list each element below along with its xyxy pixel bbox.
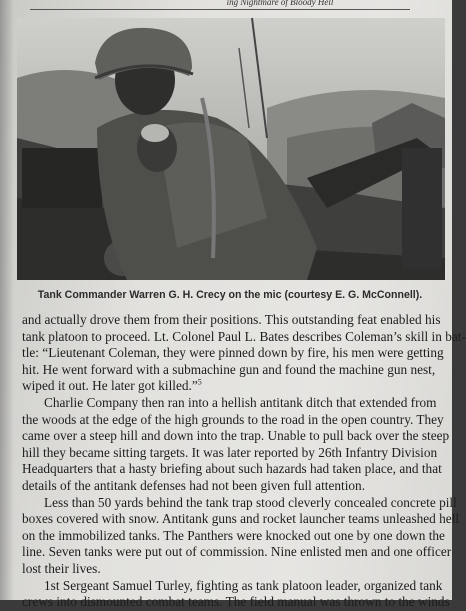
text-line-content: on the immobilized tanks. The Panthers were knocked out one by one down the <box>22 527 445 543</box>
text-line-content: Charlie Company then ran into a hellish antitank ditch that extended from <box>44 394 437 410</box>
header-rule <box>30 9 410 10</box>
running-head: ing Nightmare of Bloody Hell <box>226 0 334 7</box>
photo-illustration <box>17 18 445 280</box>
footnote-marker: 5 <box>197 377 202 387</box>
text-line <box>22 494 457 512</box>
text-line-content: line. Seven tanks were put out of commission. Nine enlisted men and one officer <box>22 544 452 560</box>
text-line <box>22 461 448 478</box>
photograph <box>17 18 445 280</box>
text-line-content: tle: “Lieutenant Coleman, they were pinned down by fire, his men were getting <box>22 345 444 361</box>
text-line-content: details of the antitank defenses had not been given full attention. <box>22 477 366 493</box>
text-line <box>22 544 452 561</box>
text-line <box>22 362 448 379</box>
text-line-content: tank platoon to proceed. Lt. Colonel Paul L. Bates describes Coleman’s skill in bat- <box>22 328 466 344</box>
text-line <box>22 312 448 329</box>
text-line <box>22 395 448 412</box>
text-line-content: Headquarters that a hasty briefing about such hazards had taken place, and that <box>22 461 442 477</box>
text-line <box>22 328 466 346</box>
text-line <box>22 594 448 611</box>
text-line-content: wiped it out. He later got killed.” <box>22 378 198 394</box>
text-line-content: hit. He went forward with a submachine gun and found the machine gun nest, <box>22 361 436 377</box>
photo-caption: Tank Commander Warren G. H. Crecy on the mic (courtesy E. G. McConnell). <box>37 289 423 301</box>
text-line-content: crews into dismounted combat teams. The field manual was thrown to the winds <box>22 594 450 610</box>
body-text <box>22 312 466 611</box>
text-line-content: 1st Sergeant Samuel Turley, fighting as tank platoon leader, organized tank <box>44 577 443 593</box>
text-line-content: Less than 50 yards behind the tank trap stood cleverly concealed concrete pill <box>44 494 457 510</box>
text-line <box>22 378 448 395</box>
page-gutter-shadow <box>0 0 14 600</box>
text-line <box>22 528 448 545</box>
text-line <box>22 428 448 445</box>
text-line-content: the woods at the edge of the high grounds to the road in the open country. They <box>22 411 444 427</box>
text-line <box>22 561 448 578</box>
text-line-content: came over a steep hill and down into the trap. Unable to pull back over the steep <box>22 428 450 444</box>
text-line <box>22 412 448 429</box>
text-line <box>22 445 448 462</box>
text-line-content: and actually drove them from their positions. This outstanding feat enabled his <box>22 312 441 327</box>
text-line-content: lost their lives. <box>22 560 101 576</box>
text-line <box>22 578 448 595</box>
text-line <box>22 345 448 362</box>
text-line-content: hill they became sitting targets. It was later reported by 26th Infantry Division <box>22 444 438 460</box>
text-line <box>22 511 460 528</box>
text-line-content: boxes covered with snow. Antitank guns and rocket launcher teams unleashed hell <box>22 511 460 527</box>
text-line <box>22 478 448 495</box>
